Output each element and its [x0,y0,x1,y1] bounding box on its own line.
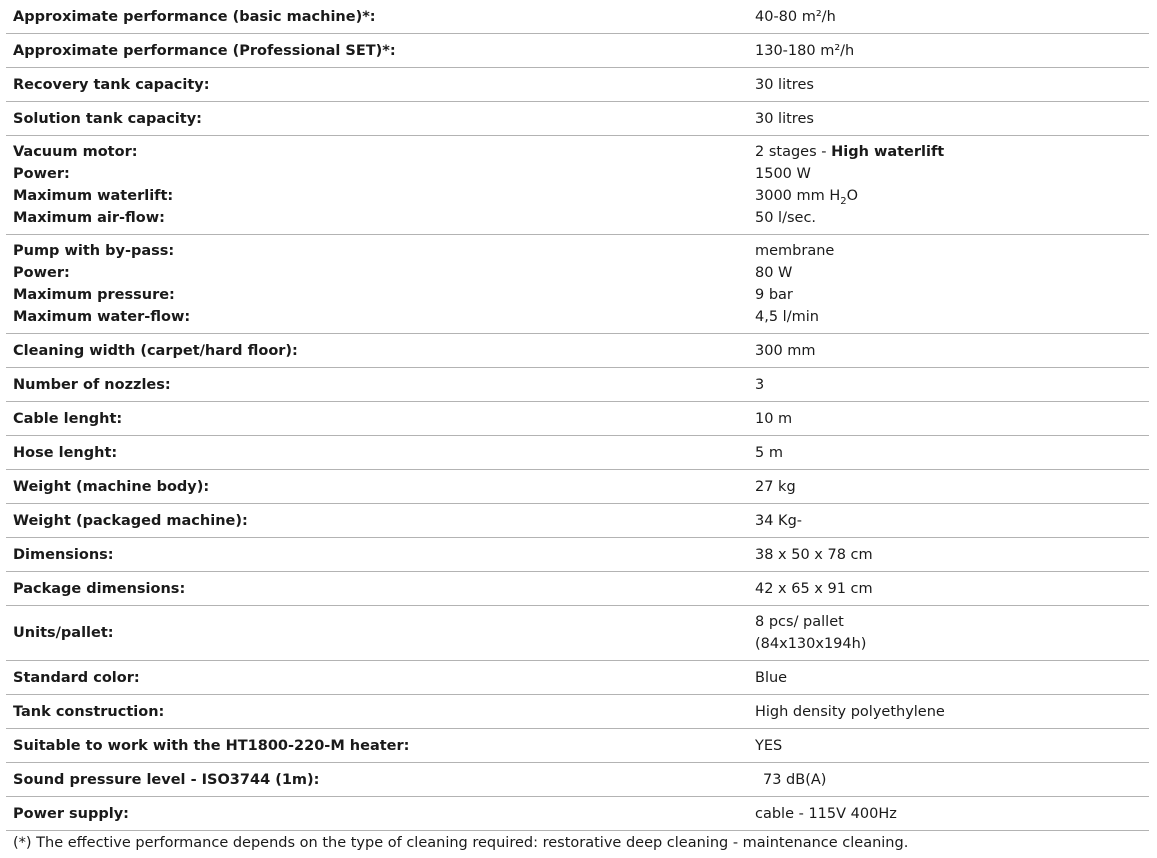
spec-label: Vacuum motor: [13,144,138,160]
spec-label: Units/pallet: [6,606,749,661]
spec-row-basic-performance [6,0,1149,34]
spec-value: 40-80 m²/h [749,0,1149,34]
spec-value: 34 Kg- [749,504,1149,538]
spec-value: 30 litres [749,68,1149,102]
spec-row-sound-pressure [6,763,1149,797]
spec-value-text: 3000 mm H [755,188,841,204]
spec-row-weight-packaged [6,504,1149,538]
spec-value: 1500 W [755,166,811,182]
footnote: (*) The effective performance depends on the type of cleaning required: restorative deep cleaning - maintenance cleaning. [13,835,909,851]
spec-value: membrane [755,243,835,259]
spec-value: 27 kg [749,470,1149,504]
spec-value: Blue [749,661,1149,695]
spec-row-power-supply [6,797,1149,831]
spec-label: Maximum air-flow: [13,210,165,226]
specifications-table [6,0,1149,831]
spec-value: 73 dB(A) [763,771,827,788]
spec-value-group [749,136,1149,235]
spec-value [755,185,1149,207]
spec-row-solution-tank [6,102,1149,136]
spec-value-emphasis: High waterlift [831,144,945,160]
spec-value: 50 l/sec. [755,210,817,226]
spec-row-cleaning-width [6,334,1149,368]
spec-value: 10 m [749,402,1149,436]
spec-row-standard-color [6,661,1149,695]
spec-value: 5 m [749,436,1149,470]
spec-value-text: O [846,188,859,204]
spec-label: Package dimensions: [6,572,749,606]
spec-label: Suitable to work with the HT1800-220-M heater: [6,729,749,763]
spec-row-recovery-tank [6,68,1149,102]
spec-label-group [6,235,749,334]
spec-label: Standard color: [6,661,749,695]
spec-label: Cleaning width (carpet/hard floor): [6,334,749,368]
spec-label: Maximum water-flow: [13,309,191,325]
spec-row-tank-construction [6,695,1149,729]
spec-label: Power: [13,166,70,182]
spec-value: 38 x 50 x 78 cm [749,538,1149,572]
spec-label: Approximate performance (Professional SET)*: [6,34,749,68]
spec-row-professional-performance [6,34,1149,68]
spec-label: Dimensions: [6,538,749,572]
spec-value: 130-180 m²/h [749,34,1149,68]
spec-row-units-pallet [6,606,1149,661]
spec-value-group [749,606,1149,661]
spec-label: Maximum pressure: [13,287,175,303]
spec-label: Cable lenght: [6,402,749,436]
spec-label: Approximate performance (basic machine)*: [6,0,749,34]
spec-value: High density polyethylene [749,695,1149,729]
spec-label: Recovery tank capacity: [6,68,749,102]
spec-value: 3 [749,368,1149,402]
spec-value: 42 x 65 x 91 cm [749,572,1149,606]
spec-label: Pump with by-pass: [13,243,175,259]
spec-row-heater-compatibility [6,729,1149,763]
spec-label: Weight (machine body): [6,470,749,504]
spec-label: Weight (packaged machine): [6,504,749,538]
spec-row-dimensions [6,538,1149,572]
spec-value-group [749,235,1149,334]
spec-label: Power: [13,265,70,281]
spec-value [755,141,1149,163]
spec-value: 30 litres [749,102,1149,136]
spec-value: 4,5 l/min [755,309,819,325]
spec-row-vacuum-motor [6,136,1149,235]
spec-row-cable-length [6,402,1149,436]
spec-value: 300 mm [749,334,1149,368]
spec-value: YES [749,729,1149,763]
spec-row-weight-body [6,470,1149,504]
spec-value: cable - 115V 400Hz [749,797,1149,831]
spec-label: Hose lenght: [6,436,749,470]
spec-row-nozzles [6,368,1149,402]
spec-value-text: 2 stages - [755,144,832,160]
spec-label: Tank construction: [6,695,749,729]
spec-value: 9 bar [755,287,793,303]
spec-value: (84x130x194h) [755,636,867,652]
spec-value: 8 pcs/ pallet [755,614,844,630]
spec-label-group [6,136,749,235]
spec-label: Sound pressure level - ISO3744 (1m): [6,763,749,797]
spec-label: Solution tank capacity: [6,102,749,136]
spec-value: 80 W [755,265,793,281]
spec-label: Number of nozzles: [6,368,749,402]
spec-row-pump [6,235,1149,334]
spec-row-package-dimensions [6,572,1149,606]
spec-label: Power supply: [6,797,749,831]
spec-value-subscript: 2 [840,195,847,207]
spec-row-hose-length [6,436,1149,470]
spec-label: Maximum waterlift: [13,188,174,204]
